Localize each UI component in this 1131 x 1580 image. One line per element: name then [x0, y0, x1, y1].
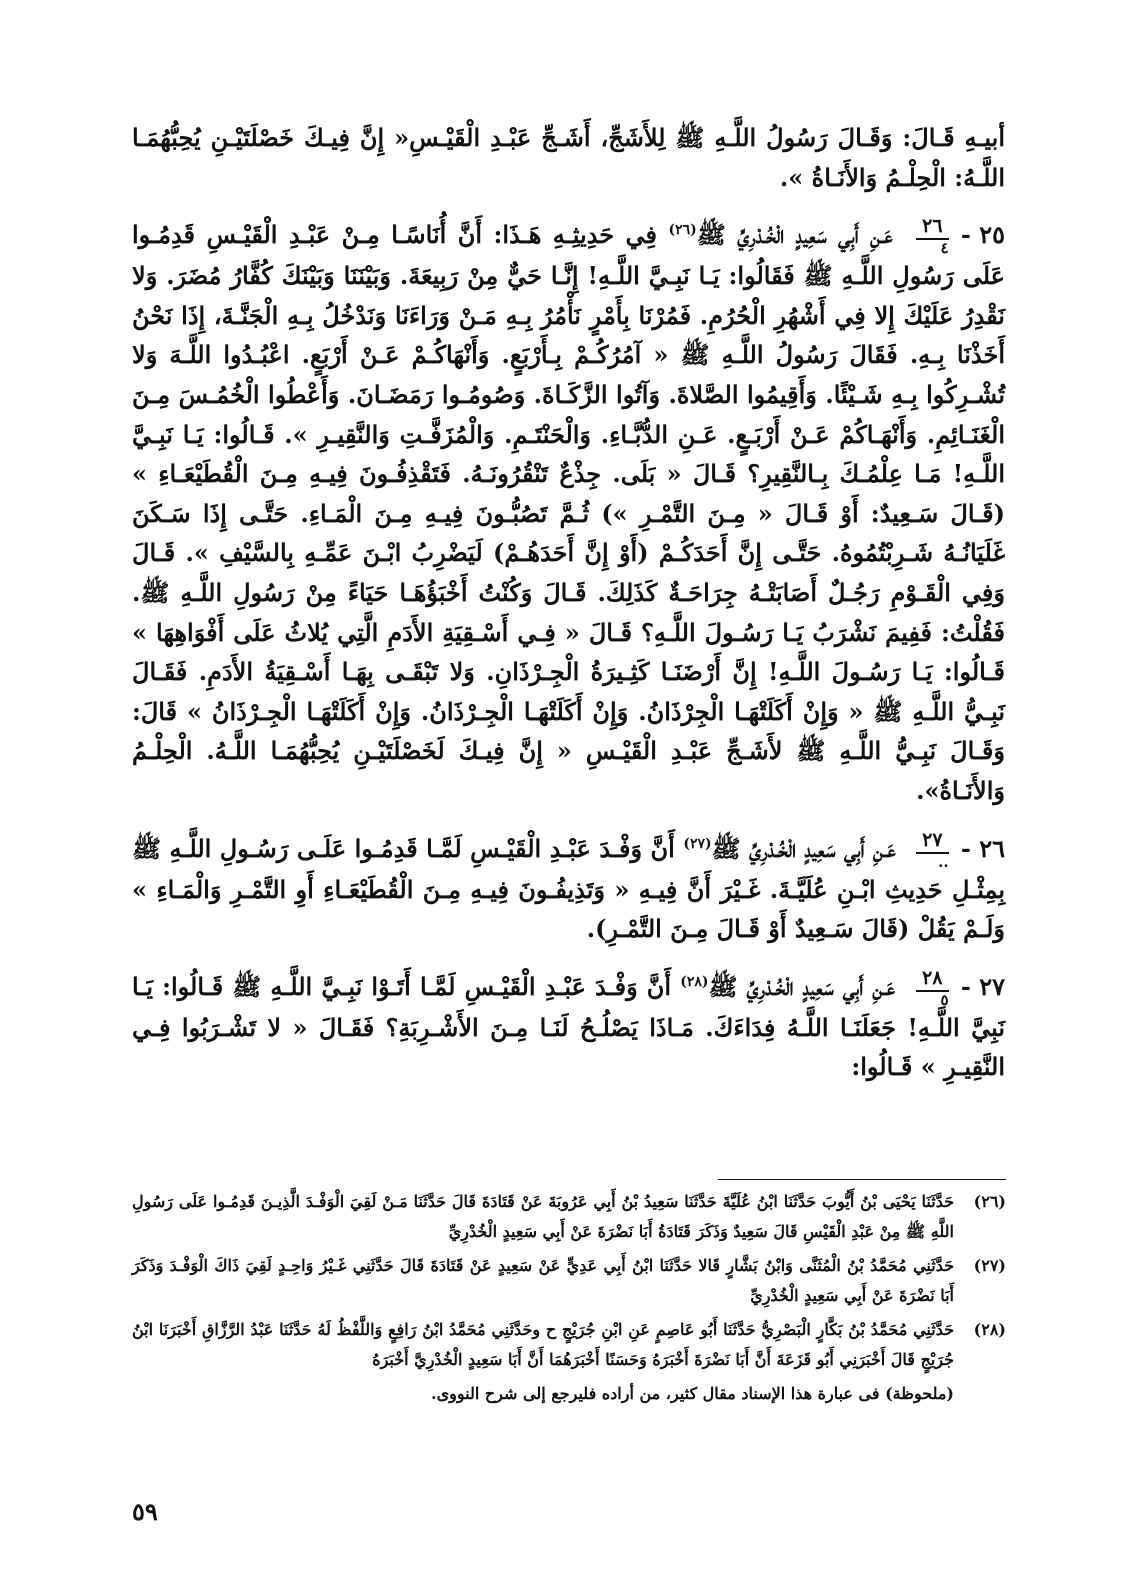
hadith-text: فِي حَدِيثِـهِ هَـذَا: أَنَّ أُنَاسًـا مِـنْ عَبْـدِ الْقَيْـسِ قَدِمُـوا عَلَى رَسُولِ اللَّـهِ ﷺ فَقَالُوا: يَـا نَبِـيَّ اللَّـهِ! إِنَّـا حَيٌّ مِنْ رَبِيعَةَ. وَبَيْنَنَا وَبَيْنَكَ كُفَّارُ مُضَرَ. وَلا نَقْدِرُ عَلَيْكَ إِلا فِي أَشْهُرِ الْحُرُمِ. فَمُرْنَا بِأَمْرٍ نَأْمُرُ بِـهِ مَـنْ وَرَاءَنَا وَنَدْخُلُ بِـهِ الْجَنَّـةَ، إِذَا نَحْنُ أَخَذْنَا بِـهِ. فَقَالَ رَسُولُ اللَّـهِ ﷺ « آمُرُكُـمْ بِـأَرْبَعٍ. وَأَنْهَاكُـمْ عَـنْ أَرْبَعٍ. اعْبُـدُوا اللَّـهَ وَلا تُشْـرِكُوا بِـهِ شَـيْئًا. وَأَقِيمُوا الصَّلاةَ. وَآتُوا الزَّكَـاةَ. وَصُومُـوا رَمَضَـانَ. وَأَعْطُوا الْخُمُـسَ مِـنَ الْغَنَـائِمِ. وَأَنْهَـاكُمْ عَـنْ أَرْبَـعٍ. عَـنِ الدُّبَّـاءِ. وَالْحَنْتَـمِ. وَالْمُزَفَّـتِ وَالنَّقِيـرِ ». قَـالُوا: يَـا نَبِـيَّ اللَّـهِ! مَـا عِلْمُـكَ بِـالنَّقِيرِ؟ قَـالَ « بَلَى. جِذْعٌ تَنْقُرُونَـهُ. فَتَقْذِفُـونَ فِيـهِ مِـنَ الْقُطَيْعَـاءِ » (قَـالَ سَـعِيدٌ: أَوْ قَـالَ « مِـنَ التَّمْـرِ ») ثُـمَّ تَصُبُّـونَ فِيـهِ مِـنَ الْمَـاءِ. حَتَّـى إِذَا سَـكَنَ غَلَيَانُـهُ شَـرِبْتُمُوهُ. حَتَّـى إِنَّ أَحَدَكُـمْ (أَوْ إِنَّ أَحَدَهُـمْ) لَيَضْرِبُ ابْـنَ عَمِّـهِ بِالسَّيْفِ ». قَـالَ وَفِي الْقَـوْمِ رَجُـلٌ أَصَابَتْـهُ جِرَاحَـةٌ كَذَلِكَ. قَـالَ وَكُنْتُ أَخْبَؤُهَـا حَيَاءً مِنْ رَسُولِ اللَّـهِ ﷺ. فَقُلْتُ: فَفِيمَ نَشْرَبُ يَـا رَسُـولَ اللَّـهِ؟ قَـالَ « فِـي أَسْـقِيَةِ الأَدَمِ الَّتِي يُلاثُ عَلَى أَفْوَاهِهَا » قَـالُوا: يَـا رَسُـولَ اللَّـهِ! إِنَّ أَرْضَنَـا كَثِـيرَةُ الْجِـرْذَانِ. وَلا تَبْقَـى بِهَـا أَسْـقِيَةُ الأَدَمِ. فَقَـالَ نَبِـيُّ اللَّـهِ ﷺ « وَإِنْ أَكَلَتْهَـا الْجِرْذَانُ. وَإِنْ أَكَلَتْهَـا الْجِـرْذَانُ. وَإِنْ أَكَلَتْهَـا الْجِـرْذَانُ » قَالَ: وَقَـالَ نَبِـيُّ اللَّـهِ ﷺ لأَشَـجِّ عَبْـدِ الْقَيْـسِ « إِنَّ فِيـكَ لَخَصْلَتَيْـنِ يُحِبُّهُمَـا اللَّـهُ. الْحِلْـمُ وَالأَنَـاةُ». — [132, 220, 1005, 805]
hadith-text: أَنَّ وَفْـدَ عَبْـدِ الْقَيْـسِ لَمَّـا أَتَـوْا نَبِـيَّ اللَّـهِ ﷺ قَـالُوا: يَـا نَبِيَّ اللَّـهِ! جَعَلَنَـا اللَّـهُ فِدَاءَكَ. مَـاذَا يَصْلُـحُ لَنَـا مِـنَ الأَشْـرِبَةِ؟ فَقَـالَ « لا تَشْـرَبُوا فِـي النَّقِيـرِ » قَـالُوا: — [132, 971, 1005, 1082]
paragraph-continuation — [132, 118, 1005, 197]
hadith-27 — [132, 967, 1005, 1087]
hadith-opening: عَـنِ أَبِي سَعِيدٍ الْخُـدْرِيِّ ﷺ — [708, 971, 895, 1001]
main-text — [132, 118, 1005, 1105]
editorial-note: (ملحوظة) فى عبارة هذا الإسناد مقال كثير، من أراده فليرجع إلى شرح النووى. — [431, 1384, 954, 1403]
cross-reference-bottom: .. — [938, 852, 949, 871]
footnote-number: (٢٧) — [973, 1256, 1006, 1275]
cross-reference-bottom: ٤ — [940, 239, 949, 258]
footnotes — [132, 1187, 1006, 1409]
hadith-cross-reference — [916, 828, 949, 871]
paragraph-text: أبيـهِ قَـالَ: وَقَـالَ رَسُولُ اللَّـهِ ﷺ لِلأَشَجِّ، أَشَـجِّ عَبْـدِ الْقَيْـسِ« إِنَّ فِيـكَ خَصْلَتَيْـنِ يُحِبُّهُمَـا اللَّـهُ: الْحِلْـمُ وَالأَنَـاةُ ». — [132, 123, 1005, 192]
hadith-prefix: ٢٦ - — [960, 833, 1006, 863]
cross-reference-top: ٢٧ — [916, 831, 948, 854]
hadith-number — [912, 967, 1005, 1008]
hadith-opening: عَـنِ أَبِي سَعِيدٍ الْخُـدْرِيِّ ﷺ — [696, 220, 893, 250]
footnote-number: (٢٨) — [973, 1320, 1006, 1339]
hadith-prefix: ٢٧ - — [960, 971, 1005, 1001]
hadith-prefix: ٢٥ - — [960, 220, 1006, 250]
page-number: ٥٩ — [132, 1497, 158, 1526]
footnote-text: حَدَّثَنِي مُحَمَّدُ بْنُ بَكَّارٍ الْبَصْرِيُّ حَدَّثَنَا أَبُو عَاصِمٍ عَنِ ابْنِ جُرَيْجٍ ح وحَدَّثَنِي مُحَمَّدُ ابْنُ رَافِعٍ وَاللَّفْظُ لَهُ حَدَّثَنَا عَبْدُ الرَّزَّاقِ أَخْبَرَنَا ابْنُ جُرَيْجٍ قَالَ أَخْبَرَنِي أَبُو قَزَعَةَ أَنَّ أَبَا نَضْرَةَ أَخْبَرَهُ وَحَسَنًا أَخْبَرَهُمَا أَنَّ أَبَا سَعِيدٍ الْخُدْرِيَّ أَخْبَرَهُ — [132, 1320, 954, 1369]
footnote-number: (٢٦) — [973, 1192, 1006, 1211]
hadith-cross-reference — [916, 966, 949, 1009]
footnote-ref: (٢٦) — [668, 222, 697, 239]
cross-reference-top: ٢٨ — [916, 969, 948, 992]
hadith-26 — [132, 829, 1005, 949]
hadith-text: أَنَّ وَفْـدَ عَبْـدِ الْقَيْـسِ لَمَّـا قَدِمُـوا عَلَـى رَسُـولِ اللَّـهِ ﷺ بِمِثْـلِ حَدِيثِ ابْـنِ عُلَيَّـةَ. غَـيْرَ أَنَّ فِيـهِ « وَتَذِيفُـونَ فِيـهِ مِـنَ الْقُطَيْعَـاءِ أَوِ التَّمْـرِ وَالْمَـاءِ » وَلَـمْ يَقُلْ (قَالَ سَـعِيدٌ أَوْ قَـالَ مِـنَ التَّمْـرِ). — [132, 833, 1005, 944]
hadith-cross-reference — [916, 217, 948, 256]
hadith-number — [912, 215, 1005, 256]
footnote-ref: (٢٧) — [683, 835, 712, 852]
hadith-25 — [132, 215, 1005, 810]
hadith-number — [912, 829, 1005, 870]
cross-reference-top: ٢٦ — [916, 217, 948, 240]
footnote-text: حَدَّثَنَا يَحْيَى بْنُ أَيُّوبَ حَدَّثَنَا ابْنُ عُلَيَّةَ حَدَّثَنَا سَعِيدُ بْنُ أَبِي عَرُوبَةَ عَنْ قَتَادَةَ قَالَ حَدَّثَنَا مَـنْ لَقِيَ الْوَفْـدَ الَّذِيـنَ قَدِمُـوا عَلَى رَسُولِ اللَّهِ ﷺ مِنْ عَبْدِ الْقَيْسِ قَالَ سَعِيدٌ وَذَكَرَ قَتَادَةُ أَبَا نَضْرَةَ عَنْ أَبِي سَعِيدٍ الْخُدْرِيِّ — [132, 1192, 954, 1241]
footnote-text: حَدَّثَنِي مُحَمَّدُ بْنُ الْمُثَنَّى وَابْنُ بَشَّارٍ قَالا حَدَّثَنَا ابْنُ أَبِي عَدِيٍّ عَنْ سَعِيدٍ عَنْ قَتَادَةَ قَالَ حَدَّثَنِي غَـيْرُ وَاحِـدٍ لَقِيَ ذَاكَ الْوَفْـدَ وَذَكَرَ أَبَا نَضْرَةَ عَنْ أَبِي سَعِيدٍ الْخُدْرِيِّ — [132, 1256, 954, 1305]
footnote-27 — [132, 1251, 1006, 1311]
footnote-28 — [132, 1315, 1006, 1375]
hadith-opening: عَـنِ أَبِي سَعِيدٍ الْخُـدْرِيِّ ﷺ — [711, 833, 896, 863]
cross-reference-bottom: ٥ — [940, 990, 949, 1009]
footnote-26 — [132, 1187, 1006, 1247]
footnote-ref: (٢٨) — [680, 973, 709, 990]
footnote-divider — [718, 1179, 1006, 1180]
